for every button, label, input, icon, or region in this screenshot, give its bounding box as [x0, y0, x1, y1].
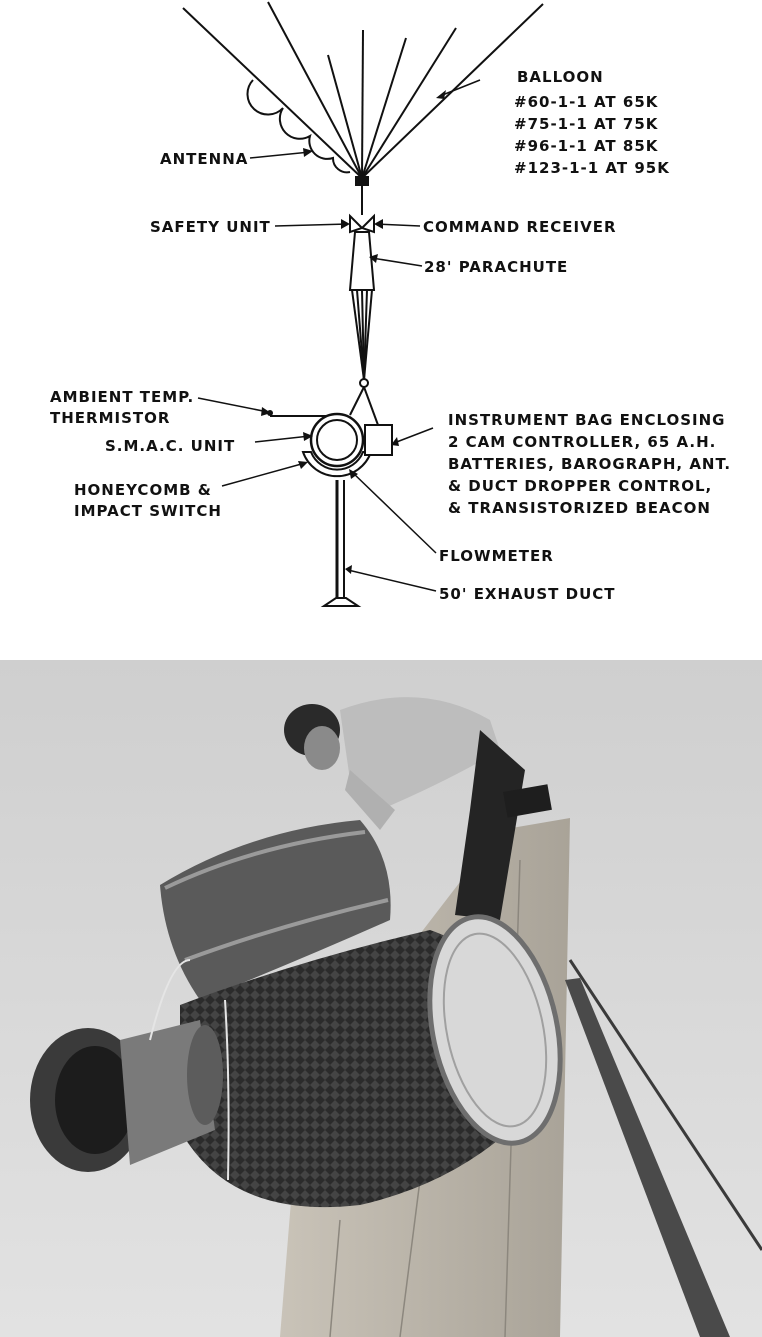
label-honeycomb-2: IMPACT SWITCH: [74, 502, 222, 520]
duct-foot: [324, 598, 358, 606]
label-ambient-temp-1: AMBIENT TEMP.: [50, 388, 195, 406]
label-smac-unit: S.M.A.C. UNIT: [105, 437, 236, 455]
label-antenna: ANTENNA: [160, 150, 249, 168]
safety-unit-shape: [350, 216, 374, 232]
balloon-base-fitting: [355, 176, 369, 186]
smac-unit-sphere: [311, 414, 363, 466]
label-balloon-spec-1: #60-1-1 AT 65K: [514, 93, 659, 111]
label-safety-unit: SAFETY UNIT: [150, 218, 271, 236]
parachute-lines: [352, 290, 372, 380]
parachute-shape: [350, 232, 374, 290]
label-instrument-bag-1: INSTRUMENT BAG ENCLOSING: [448, 411, 726, 429]
label-balloon-spec-3: #96-1-1 AT 85K: [514, 137, 659, 155]
label-instrument-bag-2: 2 CAM CONTROLLER, 65 A.H.: [448, 433, 717, 451]
label-instrument-bag-5: & TRANSISTORIZED BEACON: [448, 499, 711, 517]
label-instrument-bag-3: BATTERIES, BAROGRAPH, ANT.: [448, 455, 732, 473]
balloon-payload-diagram: [0, 0, 762, 650]
label-command-receiver: COMMAND RECEIVER: [423, 218, 617, 236]
label-honeycomb-1: HONEYCOMB &: [74, 481, 212, 499]
payload-photo: [0, 660, 762, 1337]
instrument-bag-box: [365, 425, 392, 455]
label-balloon-spec-4: #123-1-1 AT 95K: [514, 159, 670, 177]
label-ambient-temp-2: THERMISTOR: [50, 409, 171, 427]
label-balloon: BALLOON: [517, 68, 604, 86]
label-instrument-bag-4: & DUCT DROPPER CONTROL,: [448, 477, 713, 495]
label-flowmeter: FLOWMETER: [439, 547, 554, 565]
label-balloon-spec-2: #75-1-1 AT 75K: [514, 115, 659, 133]
label-exhaust-duct: 50' EXHAUST DUCT: [439, 585, 616, 603]
label-parachute: 28' PARACHUTE: [424, 258, 569, 276]
